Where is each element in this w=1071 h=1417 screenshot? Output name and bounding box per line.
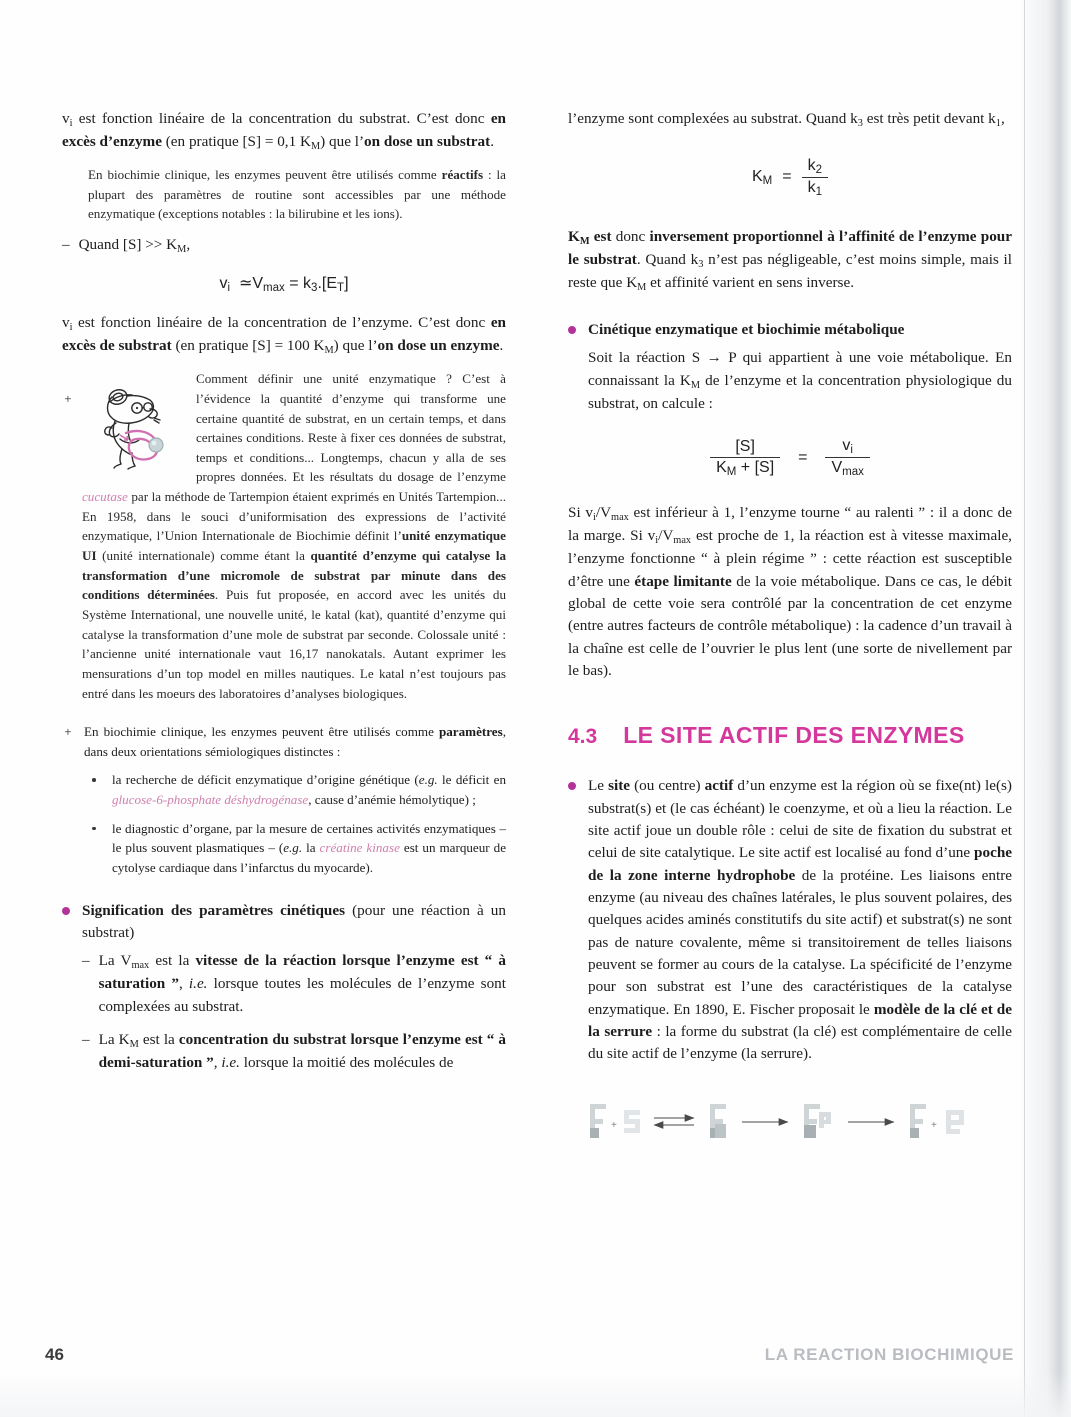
italic-ie: i.e. <box>221 1054 240 1072</box>
plus-marker: + <box>64 391 72 407</box>
note-text: : la plupart des paramètres de routine sont accessibles par une méthode enzymatique (exceptions notables : la bilirubine et les ions). <box>88 167 506 222</box>
vmax-label: La V <box>98 952 132 970</box>
page-footer <box>0 1321 1071 1417</box>
vi-subscript: i <box>592 511 596 523</box>
para-text: ) que l’ <box>320 133 365 151</box>
vi-subscript: i <box>69 117 73 129</box>
vi-symbol: v <box>62 110 70 127</box>
bold-site: site <box>608 777 631 795</box>
sub-text-a: le diagnostic d’organe, par la mesure de certaines activités enzymatiques – le plus souvent plasmatiques – ( <box>112 820 506 856</box>
sub-bullet-text <box>112 819 506 878</box>
enzyme-product-complex-glyph <box>804 1104 831 1138</box>
k1-subscript: 1 <box>815 185 822 198</box>
equals-sign: = <box>782 168 792 186</box>
page-edge-line <box>1024 0 1025 1417</box>
vi-subscript: i <box>850 444 853 457</box>
italic-eg: e.g. <box>283 840 303 856</box>
bold-concentration-substrat: concentration du substrat lorsque l’enzyme est “ à demi-saturation ” <box>98 1031 506 1072</box>
sub-bullet-text <box>112 770 506 809</box>
bold-en-exces-enzyme: en excès d’enzyme <box>62 110 506 151</box>
dash-item-km <box>82 1029 506 1074</box>
km-subscript: M <box>324 345 334 357</box>
section-title: LE SITE ACTIF DES ENZYMES <box>623 722 965 749</box>
km-label: La K <box>98 1031 130 1049</box>
formula-v-sub: i <box>227 282 231 295</box>
formula-vmax-sub: max <box>263 282 285 295</box>
para-text: est inférieur à 1, l’enzyme tourne “ au ralenti ” : il a donc de la marge. Si v <box>568 504 1013 545</box>
round-bullet-icon <box>568 326 577 341</box>
para-text: de la voie métabolique. Dans ce cas, le débit global de cette voie sera contrôlé par la concentration de cet enzyme (entre autres facteurs de contrôle métabolique) : la cadence d’un travail à la chaîne est celle de l’ouvrier le plus lent (une sorte de nivellement par le bas). <box>568 572 1013 679</box>
fraction-vi-over-vmax <box>825 437 869 478</box>
sub-text-b: la <box>302 840 320 856</box>
bold-cle-serrure: modèle de la clé et de la serrure <box>588 1000 1012 1041</box>
k-letter: k <box>807 178 816 196</box>
vmax-subscript: max <box>673 534 692 546</box>
formula-v: v <box>219 275 228 293</box>
v-letter: v <box>842 437 851 455</box>
bullet-site-actif <box>568 775 1012 1065</box>
para-text: et affinité varient en sens inverse. <box>646 274 854 292</box>
para-text: est très petit devant k <box>862 110 996 127</box>
para-text: d’un enzyme est la région où se fixe(nt) le(s) substrat(s) et (le cas échéant) le coenzyme, et où a lieu la réaction. Le site actif joue un double rôle : celui de site de fixation du substrat et celui de site catalytique. Le site actif est localisé au fond d’une <box>588 777 1012 862</box>
bold-actif: actif <box>704 777 734 795</box>
dash-text-d: lorsque toutes les molécules de l’enzyme sont complexées au substrat. <box>98 975 506 1015</box>
two-column-layout <box>62 108 1012 1164</box>
page-number: 46 <box>45 1345 64 1364</box>
product-glyph <box>946 1110 964 1134</box>
para-punct: , <box>1000 110 1005 127</box>
paragraph-vi-substrat <box>62 108 506 154</box>
bold-inversement-proportionnel: inversement proportionnel à l’affinité de l’enzyme pour le substrat <box>568 227 1012 268</box>
sub-text-c: , cause d’anémie hémolytique) ; <box>308 792 476 808</box>
plus-text-a: En biochimie clinique, les enzymes peuvent être utilisés comme <box>84 724 439 740</box>
fraction-numerator <box>802 157 828 177</box>
para-text: (en pratique [S] = 100 K <box>171 337 325 355</box>
equals-sign: = <box>289 275 299 293</box>
dash-text <box>99 950 506 1018</box>
bullet-rest: (pour une réaction à un substrat) <box>82 901 506 941</box>
bullet-text <box>588 775 1012 1065</box>
bold-vitesse-reaction: vitesse de la réaction lorsque l’enzyme est “ à saturation ” <box>98 952 506 993</box>
paragraph-enzyme-complexees <box>568 108 1012 131</box>
dash-text <box>99 1029 506 1074</box>
dot-bullet-icon <box>92 778 102 809</box>
bold-unite-enzymatique-ui: unité enzymatique UI <box>82 528 506 564</box>
dash-text-b: est la <box>149 952 196 970</box>
para-text: est fonction linéaire de la concentration de l’enzyme. C’est donc <box>72 314 491 332</box>
vmax-subscript: max <box>131 960 150 972</box>
k3-subscript: 3 <box>698 258 704 270</box>
formula-row <box>752 157 828 198</box>
paragraph-vi-enzyme <box>62 312 506 358</box>
fraction-denominator <box>802 177 828 198</box>
bold-cinetique-enzymatique: Cinétique enzymatique et biochimie métabolique <box>588 321 905 339</box>
km-subscript: M <box>177 244 187 255</box>
plus-text <box>84 722 506 761</box>
italic-eg: e.g. <box>418 772 438 788</box>
km-letter: K <box>568 227 580 245</box>
bold-poche-hydrophobe: poche de la zone interne hydrophobe <box>588 844 1012 884</box>
vi-subscript: i <box>655 534 659 546</box>
sub-text-a: la recherche de déficit enzymatique d’origine génétique ( <box>112 772 419 788</box>
v-letter: V <box>831 459 843 477</box>
note-biochimie-clinique <box>88 165 506 224</box>
dash-text <box>79 234 506 257</box>
italic-ie: i.e. <box>188 975 208 993</box>
plus-s: + [S] <box>736 458 775 476</box>
km-est: est <box>589 227 612 245</box>
para-text: est fonction linéaire de la concentration du substrat. C’est donc <box>72 110 491 127</box>
sub-bullet-deficit-genetique <box>92 770 506 809</box>
right-column <box>568 108 1012 1164</box>
dash-marker: – <box>82 952 90 970</box>
bold-signification: Signification des paramètres cinétiques <box>82 901 346 919</box>
para-text: /V <box>595 504 612 521</box>
round-bullet-icon <box>568 782 577 1065</box>
vi-subscript: i <box>69 321 73 333</box>
bold-km-lead <box>568 228 612 245</box>
formula-et: [E <box>321 275 338 293</box>
note-text: . Puis fut proposée, en accord avec les unités du Système International, une nouvelle unité, le katal (kat), quantité d’enzyme qui catalyse la transformation d’une mole de substrat par seconde. Colossale unité : l’ancienne unité internationale vaut 16,17 nanokatals. Autant exprimer les mensurations d’un top model en milles nautiques. Le katal n’est toujours pas entré dans les moeurs des laboratoires d’analyses biologiques. <box>82 587 506 701</box>
note-text: (unité internationale) comme étant la <box>96 548 311 564</box>
formula-km-k2-k1 <box>568 157 1012 198</box>
formula-et-sub: T <box>337 282 345 295</box>
formula-bracket: ] <box>344 275 349 293</box>
dash-item-vmax <box>82 950 506 1018</box>
fraction-numerator <box>825 437 869 457</box>
enzyme-glyph-1 <box>590 1104 606 1138</box>
km-term <box>752 168 772 187</box>
para-text: ) que l’ <box>333 337 378 355</box>
k3-subscript: 3 <box>857 117 863 129</box>
para-text: (ou centre) <box>630 777 705 795</box>
para-text: (en pratique [S] = 0,1 K <box>161 133 311 151</box>
svg-text:+: + <box>611 1119 617 1131</box>
approx-sign: ≃ <box>238 275 253 293</box>
k-letter: k <box>807 157 816 175</box>
bullet-cinetique-enzymatique <box>568 319 1012 341</box>
enzyme-substrate-scheme <box>568 1092 1012 1164</box>
dash-marker: – <box>62 236 70 254</box>
pink-italic-g6pd: glucose-6-phosphate déshydrogénase <box>112 792 309 808</box>
formula-k: k <box>303 275 312 293</box>
fraction-s-over-km-s <box>710 438 780 478</box>
bold-dose-enzyme: on dose un enzyme <box>377 337 500 355</box>
sub-bullet-diagnostic-organe <box>92 819 506 878</box>
bold-quantite-enzyme: quantité d’enzyme qui catalyse la transformation d’une micromole de substrat par minute dans des conditions déterminées <box>82 548 506 603</box>
illustration-note-block <box>62 369 506 713</box>
bold-dose-substrat: on dose un substrat <box>364 133 491 151</box>
bold-reactifs: réactifs <box>441 167 484 183</box>
k1-subscript: 1 <box>995 117 1001 129</box>
km-subscript: M <box>579 235 590 247</box>
enzyme-glyph-2 <box>910 1104 926 1138</box>
km-letter: K <box>716 458 727 476</box>
note-text: par la méthode de Tartempion étaient exprimés en Unités Tartempion... En 1958, dans le souci d’uniformisation des expressions de l’activité enzymatique, l’Union Internationale de Biochimie définit l’ <box>82 489 506 544</box>
bold-en-exces-substrat: en excès de substrat <box>62 314 506 355</box>
km-subscript: M <box>129 1039 139 1050</box>
formula-row <box>710 437 870 478</box>
pink-italic-cucutase: cucutase <box>82 489 128 505</box>
para-text: Le <box>588 777 609 795</box>
fraction-denominator <box>710 457 780 478</box>
formula-k-sub: 3 <box>311 282 318 295</box>
mouse-doctor-icon <box>82 371 186 475</box>
substrate-glyph-1 <box>624 1110 640 1133</box>
vmax-subscript: max <box>611 511 629 523</box>
dash-marker: – <box>82 1031 90 1049</box>
para-text: . Quand k <box>636 250 699 268</box>
km-letter: K <box>751 168 763 186</box>
left-column <box>62 108 506 1164</box>
paragraph-km-inversement <box>568 226 1012 295</box>
para-text: . <box>490 133 494 151</box>
running-head: LA REACTION BIOCHIMIQUE <box>764 1345 1014 1364</box>
enzyme-substrate-complex-glyph <box>710 1104 726 1138</box>
svg-text:+: + <box>931 1119 937 1131</box>
section-heading-4-3 <box>568 722 1012 749</box>
sub-text-b: le déficit en <box>437 772 507 788</box>
vi-symbol: v <box>62 314 70 332</box>
bullet-text <box>82 900 506 945</box>
dash-label: Quand [S] >> K <box>78 236 178 254</box>
para-text: de la protéine. Les liaisons entre enzyme (au niveau des chaînes latérales, le plus souvent polaires, des quelques acides aminés constitutifs du site actif) et substrat(s) ne sont pas de nature covalente, même si transitoirement de telles liaisons peuvent se former au cours de la catalyse. La spécificité de l’enzyme pour son substrat est l’une des caractéristiques de la catalyse enzymatique. En 1890, E. Fischer proposait le <box>588 866 1012 1018</box>
km-subscript: M <box>726 465 737 478</box>
vmax-subscript: max <box>842 466 864 478</box>
formula-vmax: V <box>252 275 264 293</box>
section-number: 4.3 <box>568 725 598 749</box>
bold-parametres: paramètres <box>438 724 503 740</box>
note-text: Comment définir une unité enzymatique ? C’est à l’évidence la quantité d’enzyme qui transforme une certaine quantité de substrat, en un certain temps, et dans certaines conditions. Reste à fixer ces données de substrat, temps et conditions... Longtemps, chacun y alla de ses propres données. Et les résultats du dosage de l’enzyme <box>196 371 506 485</box>
page-edge-shadow <box>1019 0 1071 1417</box>
km-subscript: M <box>690 379 701 391</box>
fraction-k2-over-k1 <box>802 157 828 198</box>
note-text: En biochimie clinique, les enzymes peuvent être utilisés comme <box>88 167 442 183</box>
km-subscript: M <box>637 281 647 293</box>
dash-text-c: , <box>178 975 189 993</box>
sub-text-c: est un marqueur de cytolyse cardiaque dans l’infarctus du myocarde). <box>112 840 506 875</box>
km-subscript: M <box>310 140 321 152</box>
bullet-signification-parametres <box>62 900 506 945</box>
round-bullet-icon <box>62 907 71 945</box>
paragraph-si-vi-vmax <box>568 502 1012 682</box>
fraction-denominator <box>825 457 869 478</box>
para-text: n’est pas négligeable, c’est moins simple, mais il reste que K <box>568 250 1012 292</box>
para-text: l’enzyme sont complexées au substrat. Quand k <box>568 110 858 127</box>
para-text: : la forme du substrat (la clé) est complémentaire de celle du site actif de l’enzyme (la serrure). <box>588 1023 1012 1063</box>
paragraph-soit-la-reaction <box>588 347 1012 415</box>
dash-text-c: , <box>213 1054 222 1072</box>
k2-subscript: 2 <box>815 163 822 176</box>
para-text: Soit la réaction S → P qui appartient à une voie métabolique. En connaissant la K <box>588 349 1012 389</box>
bullet-text <box>588 319 1012 341</box>
para-text: donc <box>611 227 650 245</box>
plus-item-parametres <box>62 722 506 761</box>
dot-bullet-icon <box>92 827 102 878</box>
plus-marker: + <box>64 724 72 740</box>
dash-punct: , <box>186 236 191 254</box>
bold-etape-limitante: étape limitante <box>634 572 732 590</box>
para-text: . <box>499 337 504 355</box>
para-text: /V <box>658 527 674 545</box>
pink-italic-creatine-kinase: créatine kinase <box>319 840 400 856</box>
fraction-numerator: [S] <box>735 437 755 455</box>
formula-vi-vmax <box>62 273 506 294</box>
dash-text-b: est la <box>138 1031 179 1049</box>
formula-dot: . <box>317 275 322 293</box>
formula-s-over-km-plus-s <box>568 437 1012 478</box>
equals-sign: = <box>798 448 808 466</box>
dash-text-d: lorsque la moitié des molécules de <box>239 1054 454 1072</box>
dash-item-quand-s-gg-km <box>62 234 506 257</box>
v-letter: Si v <box>568 504 593 521</box>
km-subscript: M <box>762 174 773 187</box>
para-text: de l’enzyme et la concentration physiologique du substrat, on calcule : <box>588 371 1012 412</box>
plus-text-b: , dans deux orientations sémiologiques distinctes : <box>84 724 506 759</box>
para-text: est proche de 1, la réaction est à vitesse maximale, l’enzyme fonctionne “ à plein régime ” : cette réaction est susceptible d’être une <box>568 527 1012 590</box>
